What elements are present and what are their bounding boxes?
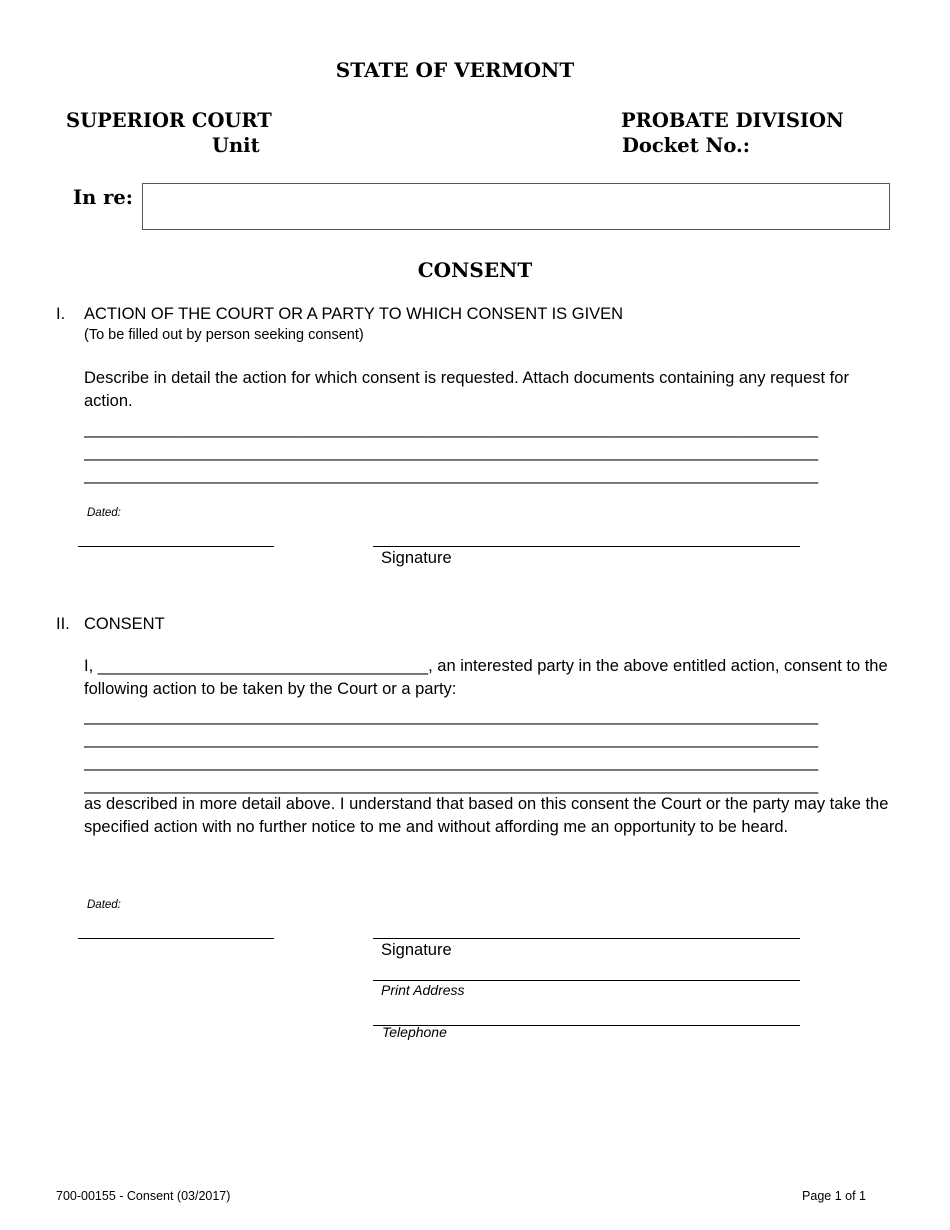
section1-instruction: Describe in detail the action for which consent is requested. Attach documents containing any request for action.	[84, 369, 849, 410]
section1-signature-label: Signature	[381, 549, 452, 567]
section1-date-line[interactable]	[78, 546, 274, 547]
address-line[interactable]	[373, 980, 800, 981]
section1-subheading: (To be filled out by person seeking consent)	[84, 327, 364, 343]
understanding-statement: as described in more detail above. I understand that based on this consent the Court or the party may take the specified action with no further notice to me and without affording me an opportunity to be heard.	[84, 795, 889, 836]
section2-dated-label: Dated:	[87, 899, 121, 911]
form-id: 700-00155 - Consent (03/2017)	[56, 1189, 231, 1203]
form-title: CONSENT	[417, 258, 533, 282]
consent-statement: I, ____________________________________, an interested party in the above entitled action, consent to the following action to be taken by the Court or a party:	[84, 657, 888, 698]
unit-label: Unit	[212, 134, 260, 157]
state-heading: STATE OF VERMONT	[335, 58, 575, 82]
section2-date-line[interactable]	[78, 938, 274, 939]
section2-signature-label: Signature	[381, 941, 452, 959]
division-name: PROBATE DIVISION	[621, 109, 844, 132]
in-re-field[interactable]	[142, 183, 890, 230]
section1-number: I.	[56, 305, 66, 323]
docket-label: Docket No.:	[622, 134, 750, 157]
section1-blank-line-2[interactable]: ________________________________________________________________________________	[84, 443, 819, 461]
section1-heading: ACTION OF THE COURT OR A PARTY TO WHICH CONSENT IS GIVEN	[84, 305, 624, 323]
section2-number: II.	[56, 615, 70, 633]
section2-blank-line-4[interactable]: ________________________________________________________________________________	[84, 776, 819, 794]
section2-heading: CONSENT	[84, 615, 165, 633]
telephone-label: Telephone	[382, 1024, 447, 1040]
section2-blank-line-2[interactable]: ________________________________________________________________________________	[84, 730, 819, 748]
address-label: Print Address	[381, 982, 465, 998]
page-number: Page 1 of 1	[802, 1189, 866, 1203]
section2-blank-line-1[interactable]: ________________________________________________________________________________	[84, 707, 819, 725]
section2-blank-line-3[interactable]: ________________________________________________________________________________	[84, 753, 819, 771]
court-name: SUPERIOR COURT	[66, 109, 272, 132]
in-re-label: In re:	[73, 186, 133, 209]
section1-blank-line-3[interactable]: ________________________________________________________________________________	[84, 466, 819, 484]
section1-dated-label: Dated:	[87, 507, 121, 519]
section1-blank-line-1[interactable]: ________________________________________________________________________________	[84, 420, 819, 438]
